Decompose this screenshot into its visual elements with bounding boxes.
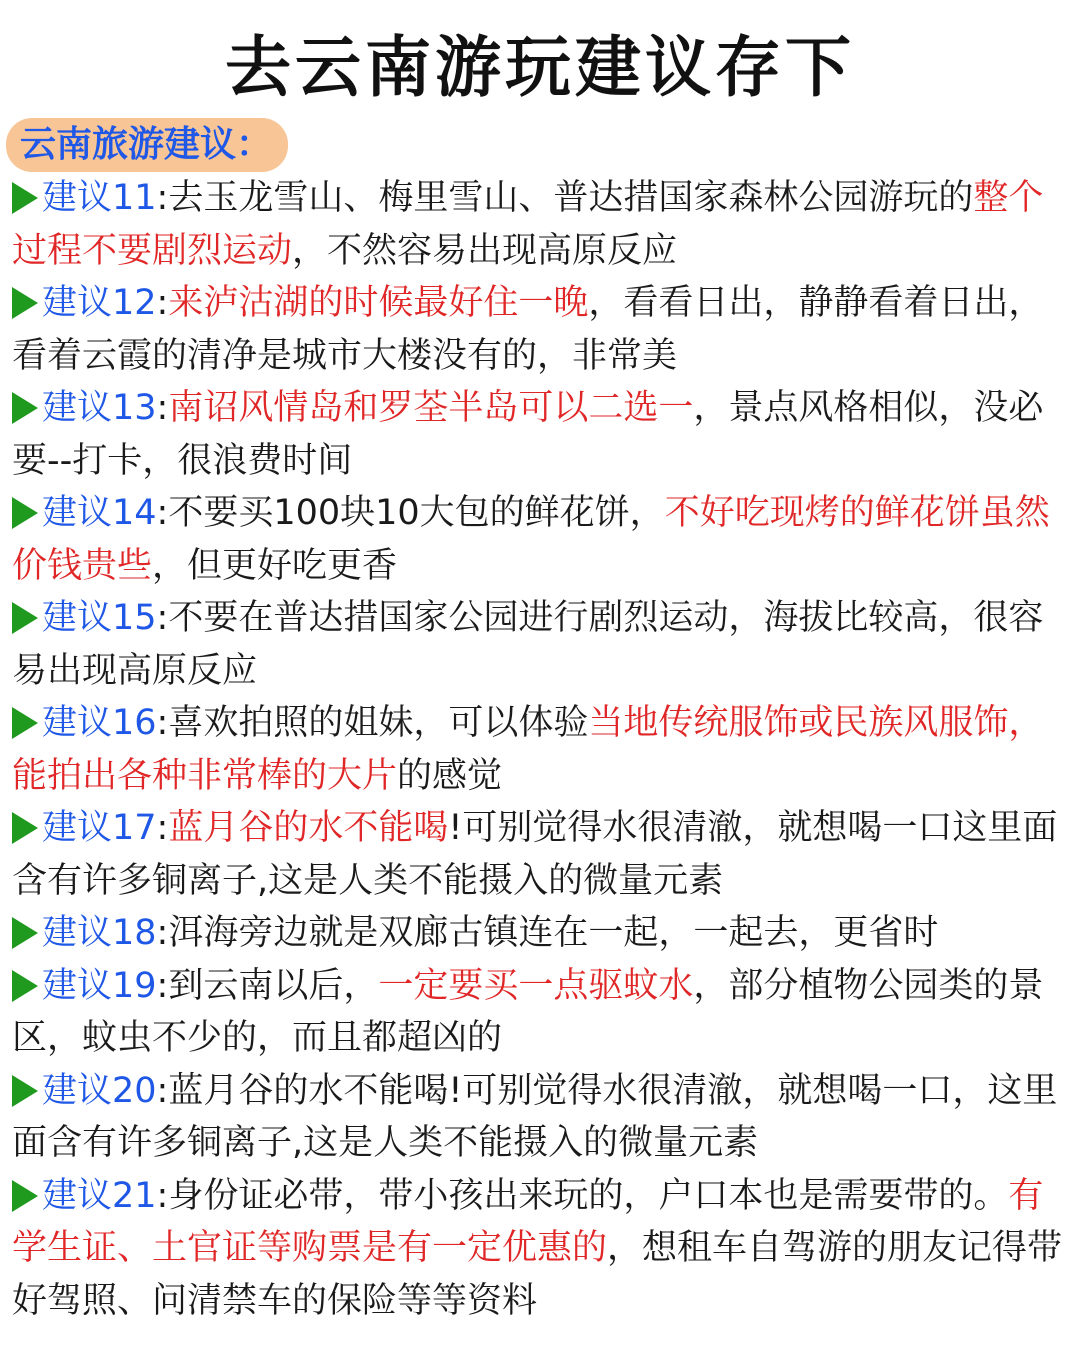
tip-label: 建议20 bbox=[42, 1070, 157, 1111]
tip-text: :蓝月谷的水不能喝!可别觉得水很清澈，就想喝一口，这里面含有许多铜离子,这是人类不能摄入的微量元素 bbox=[12, 1070, 1058, 1163]
tip-text: :喜欢拍照的姐妹，可以体验 bbox=[156, 703, 589, 743]
tip-item bbox=[12, 697, 1068, 802]
tip-text: ，看看日出，静静看着日出，看着云霞的清净是城市大楼没有的，非常美 bbox=[12, 283, 1044, 376]
tip-text: :洱海旁边就是双廊古镇连在一起，一起去，更省时 bbox=[156, 913, 939, 953]
tip-label: 建议11 bbox=[42, 178, 157, 218]
tip-item bbox=[12, 1065, 1068, 1170]
tip-item bbox=[12, 960, 1068, 1065]
tip-text: ，想租车自驾游的朋友记得带好驾照、问清禁车的保险等等资料 bbox=[12, 1228, 1063, 1321]
tip-text: ，景点风格相似，没必要--打卡，很浪费时间 bbox=[12, 388, 1044, 481]
tip-label: 建议19 bbox=[42, 965, 157, 1006]
tip-item bbox=[12, 802, 1068, 907]
tip-text: : bbox=[156, 283, 169, 323]
play-triangle-icon bbox=[12, 1180, 38, 1212]
play-triangle-icon bbox=[12, 497, 38, 529]
tips-list bbox=[12, 172, 1068, 1327]
tip-text: ，但更好吃更香 bbox=[152, 545, 398, 586]
tip-item bbox=[12, 487, 1068, 592]
tip-highlight-text: 蓝月谷的水不能喝 bbox=[168, 808, 449, 848]
play-triangle-icon bbox=[12, 917, 38, 949]
tip-label: 建议14 bbox=[42, 493, 157, 533]
tip-label: 建议12 bbox=[42, 283, 157, 323]
tip-highlight-text: 不好吃现烤的鲜花饼虽然价钱贵些 bbox=[12, 493, 1050, 586]
tip-text: ，部分植物公园类的景区，蚊虫不少的，而且都超凶的 bbox=[12, 965, 1044, 1058]
tip-highlight-text: 南诏风情岛和罗荃半岛可以二选一 bbox=[168, 388, 694, 428]
play-triangle-icon bbox=[12, 602, 38, 634]
tip-text: ，不然容易出现高原反应 bbox=[292, 230, 678, 271]
play-triangle-icon bbox=[12, 812, 38, 844]
tip-item bbox=[12, 907, 1068, 960]
play-triangle-icon bbox=[12, 182, 38, 214]
tip-item bbox=[12, 592, 1068, 697]
play-triangle-icon bbox=[12, 392, 38, 424]
tip-label: 建议16 bbox=[42, 703, 157, 743]
tip-text: :不要在普达措国家公园进行剧烈运动，海拔比较高，很容易出现高原反应 bbox=[12, 598, 1044, 691]
tip-text: :去玉龙雪山、梅里雪山、普达措国家森林公园游玩的 bbox=[156, 178, 974, 218]
tip-item bbox=[12, 382, 1068, 487]
tip-text: : bbox=[156, 808, 169, 848]
tip-highlight-text: 整个过程不要剧烈运动 bbox=[12, 178, 1044, 271]
tip-item bbox=[12, 277, 1068, 382]
tip-highlight-text: 有学生证、土官证等购票是有一定优惠的 bbox=[12, 1175, 1044, 1268]
section-label: 云南旅游建议： bbox=[6, 118, 288, 172]
tip-label: 建议21 bbox=[42, 1175, 157, 1216]
tip-label: 建议18 bbox=[42, 913, 157, 953]
tip-highlight-text: 一定要买一点驱蚊水 bbox=[378, 965, 694, 1006]
tip-label: 建议17 bbox=[42, 808, 157, 848]
tip-highlight-text: 当地传统服饰或民族风服饰，能拍出各种非常棒的大片 bbox=[12, 703, 1044, 796]
tip-text: :到云南以后， bbox=[156, 965, 379, 1006]
play-triangle-icon bbox=[12, 707, 38, 739]
play-triangle-icon bbox=[12, 287, 38, 319]
play-triangle-icon bbox=[12, 970, 38, 1002]
tip-text: !可别觉得水很清澈，就想喝一口这里面含有许多铜离子,这是人类不能摄入的微量元素 bbox=[12, 808, 1058, 901]
tip-item bbox=[12, 1170, 1068, 1328]
tip-label: 建议15 bbox=[42, 598, 157, 638]
play-triangle-icon bbox=[12, 1075, 38, 1107]
tip-text: : bbox=[156, 388, 169, 428]
tip-text: :身份证必带，带小孩出来玩的，户口本也是需要带的。 bbox=[156, 1175, 1009, 1216]
tip-highlight-text: 来泸沽湖的时候最好住一晚 bbox=[168, 283, 589, 323]
tip-text: 的感觉 bbox=[397, 755, 503, 796]
tip-item bbox=[12, 172, 1068, 277]
tip-label: 建议13 bbox=[42, 388, 157, 428]
tip-text: :不要买100块10大包的鲜花饼， bbox=[156, 493, 665, 533]
page-title: 去云南游玩建议存下 bbox=[225, 29, 855, 106]
